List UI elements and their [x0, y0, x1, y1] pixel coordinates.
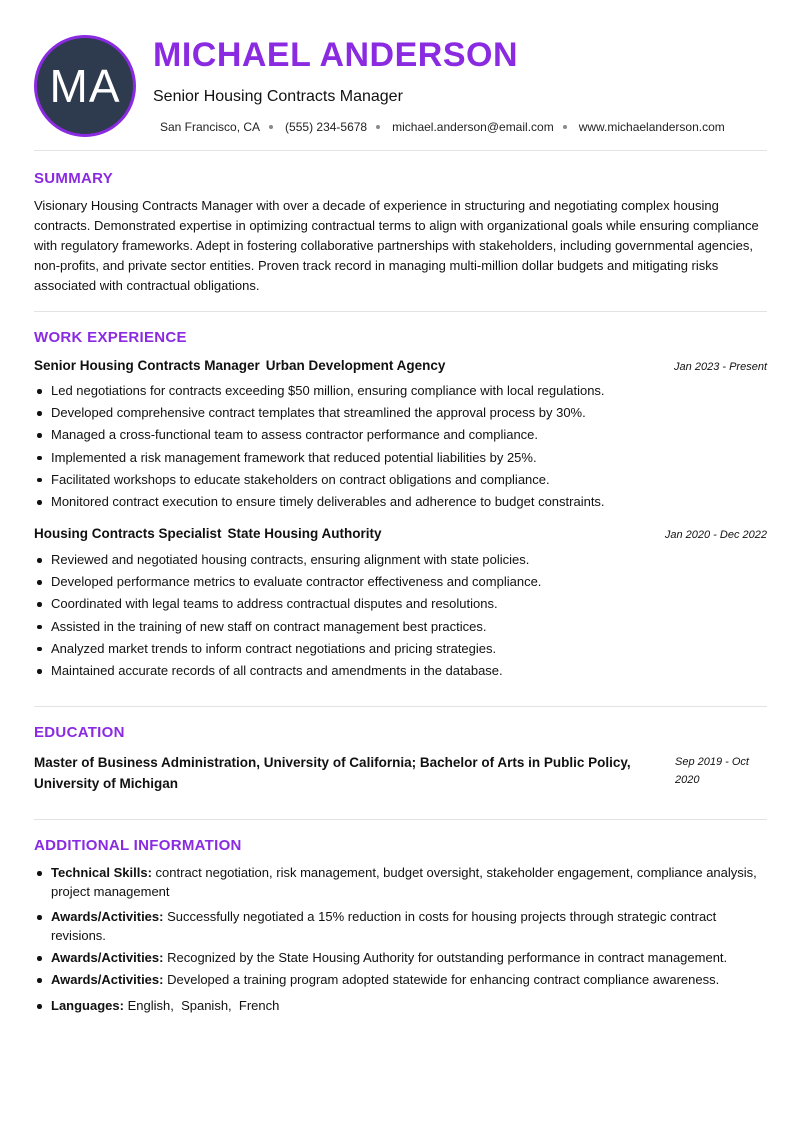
item-label: Languages:: [51, 998, 124, 1013]
list-item: [34, 863, 767, 901]
item-text: Developed a training program adopted statewide for enhancing contract compliance awareness.: [167, 972, 720, 987]
divider: [34, 150, 767, 151]
list-item: [34, 907, 767, 945]
divider: [34, 311, 767, 312]
avatar-initials: MA: [49, 60, 121, 112]
education-dates: Sep 2019 - Oct 2020: [675, 756, 749, 786]
avatar: [34, 35, 136, 137]
list-item: Developed comprehensive contract templates that streamlined the approval process by 30%.: [34, 402, 767, 424]
job-org: State Housing Authority: [227, 526, 382, 541]
separator-dot-icon: [269, 125, 273, 129]
item-label: Awards/Activities:: [51, 909, 164, 924]
divider: [34, 706, 767, 707]
item-label: Awards/Activities:: [51, 972, 164, 987]
list-item: Maintained accurate records of all contracts and amendments in the database.: [34, 660, 767, 682]
contact-email[interactable]: michael.anderson@email.com: [392, 120, 554, 134]
list-item: Managed a cross-functional team to assess contractor performance and compliance.: [34, 424, 767, 446]
list-item: Reviewed and negotiated housing contracts, ensuring alignment with state policies.: [34, 549, 767, 571]
job-header: [34, 526, 767, 541]
list-item: Assisted in the training of new staff on contract management best practices.: [34, 616, 767, 638]
candidate-name: MICHAEL ANDERSON: [153, 36, 519, 74]
separator-dot-icon: [376, 125, 380, 129]
job-role: Housing Contracts Specialist: [34, 526, 222, 541]
job-dates: Jan 2020 - Dec 2022: [664, 529, 767, 541]
contact-phone: (555) 234-5678: [285, 120, 368, 134]
job-header: [34, 358, 767, 373]
education-degree: Master of Business Administration, University of California; Bachelor of Arts in Public Policy, University of Michigan: [34, 755, 631, 791]
job-org: Urban Development Agency: [265, 358, 446, 373]
item-text: English, Spanish, French: [127, 998, 280, 1013]
work-experience-heading: WORK EXPERIENCE: [34, 329, 187, 346]
item-label: Awards/Activities:: [51, 950, 164, 965]
item-label: Technical Skills:: [51, 865, 152, 880]
list-item: Analyzed market trends to inform contract negotiations and pricing strategies.: [34, 638, 767, 660]
job-bullets: [34, 380, 767, 513]
list-item: Coordinated with legal teams to address contractual disputes and resolutions.: [34, 593, 767, 615]
list-item: [34, 996, 767, 1015]
contact-line: [160, 120, 725, 134]
additional-info-heading: ADDITIONAL INFORMATION: [34, 837, 242, 854]
candidate-title: Senior Housing Contracts Manager: [153, 88, 403, 105]
list-item: Developed performance metrics to evaluate contractor effectiveness and compliance.: [34, 571, 767, 593]
list-item: [34, 970, 767, 989]
list-item: [34, 948, 767, 967]
item-text: Successfully negotiated a 15% reduction in costs for housing projects through strategic contract revisions.: [51, 909, 717, 943]
list-item: Implemented a risk management framework that reduced potential liabilities by 25%.: [34, 447, 767, 469]
item-text: contract negotiation, risk management, budget oversight, stakeholder engagement, compliance analysis, project management: [51, 865, 757, 899]
list-item: Facilitated workshops to educate stakeholders on contract obligations and compliance.: [34, 469, 767, 491]
additional-info-list: [34, 863, 767, 1015]
summary-text: Visionary Housing Contracts Manager with over a decade of experience in structuring and negotiating complex housing contracts. Demonstrated expertise in optimizing contractual terms to align with organizational goals while ensuring compliance with regulatory frameworks. Adept in fostering collaborative partnerships with stakeholders, including governmental agencies, non-profits, and private sector entities. Proven track record in managing multi-million dollar budgets and mitigating risks associated with contractual obligations.: [34, 198, 759, 293]
summary-heading: SUMMARY: [34, 170, 114, 187]
contact-website[interactable]: www.michaelanderson.com: [578, 120, 725, 134]
contact-location: San Francisco, CA: [160, 120, 261, 134]
job-bullets: [34, 549, 767, 682]
item-text: Recognized by the State Housing Authority for outstanding performance in contract management.: [167, 950, 728, 965]
job-dates: Jan 2023 - Present: [674, 361, 767, 373]
list-item: Monitored contract execution to ensure timely deliverables and adherence to budget constraints.: [34, 491, 767, 513]
list-item: Led negotiations for contracts exceeding $50 million, ensuring compliance with local regulations.: [34, 380, 767, 402]
education-heading: EDUCATION: [34, 724, 125, 741]
divider: [34, 819, 767, 820]
job-role: Senior Housing Contracts Manager: [34, 358, 260, 373]
separator-dot-icon: [563, 125, 567, 129]
